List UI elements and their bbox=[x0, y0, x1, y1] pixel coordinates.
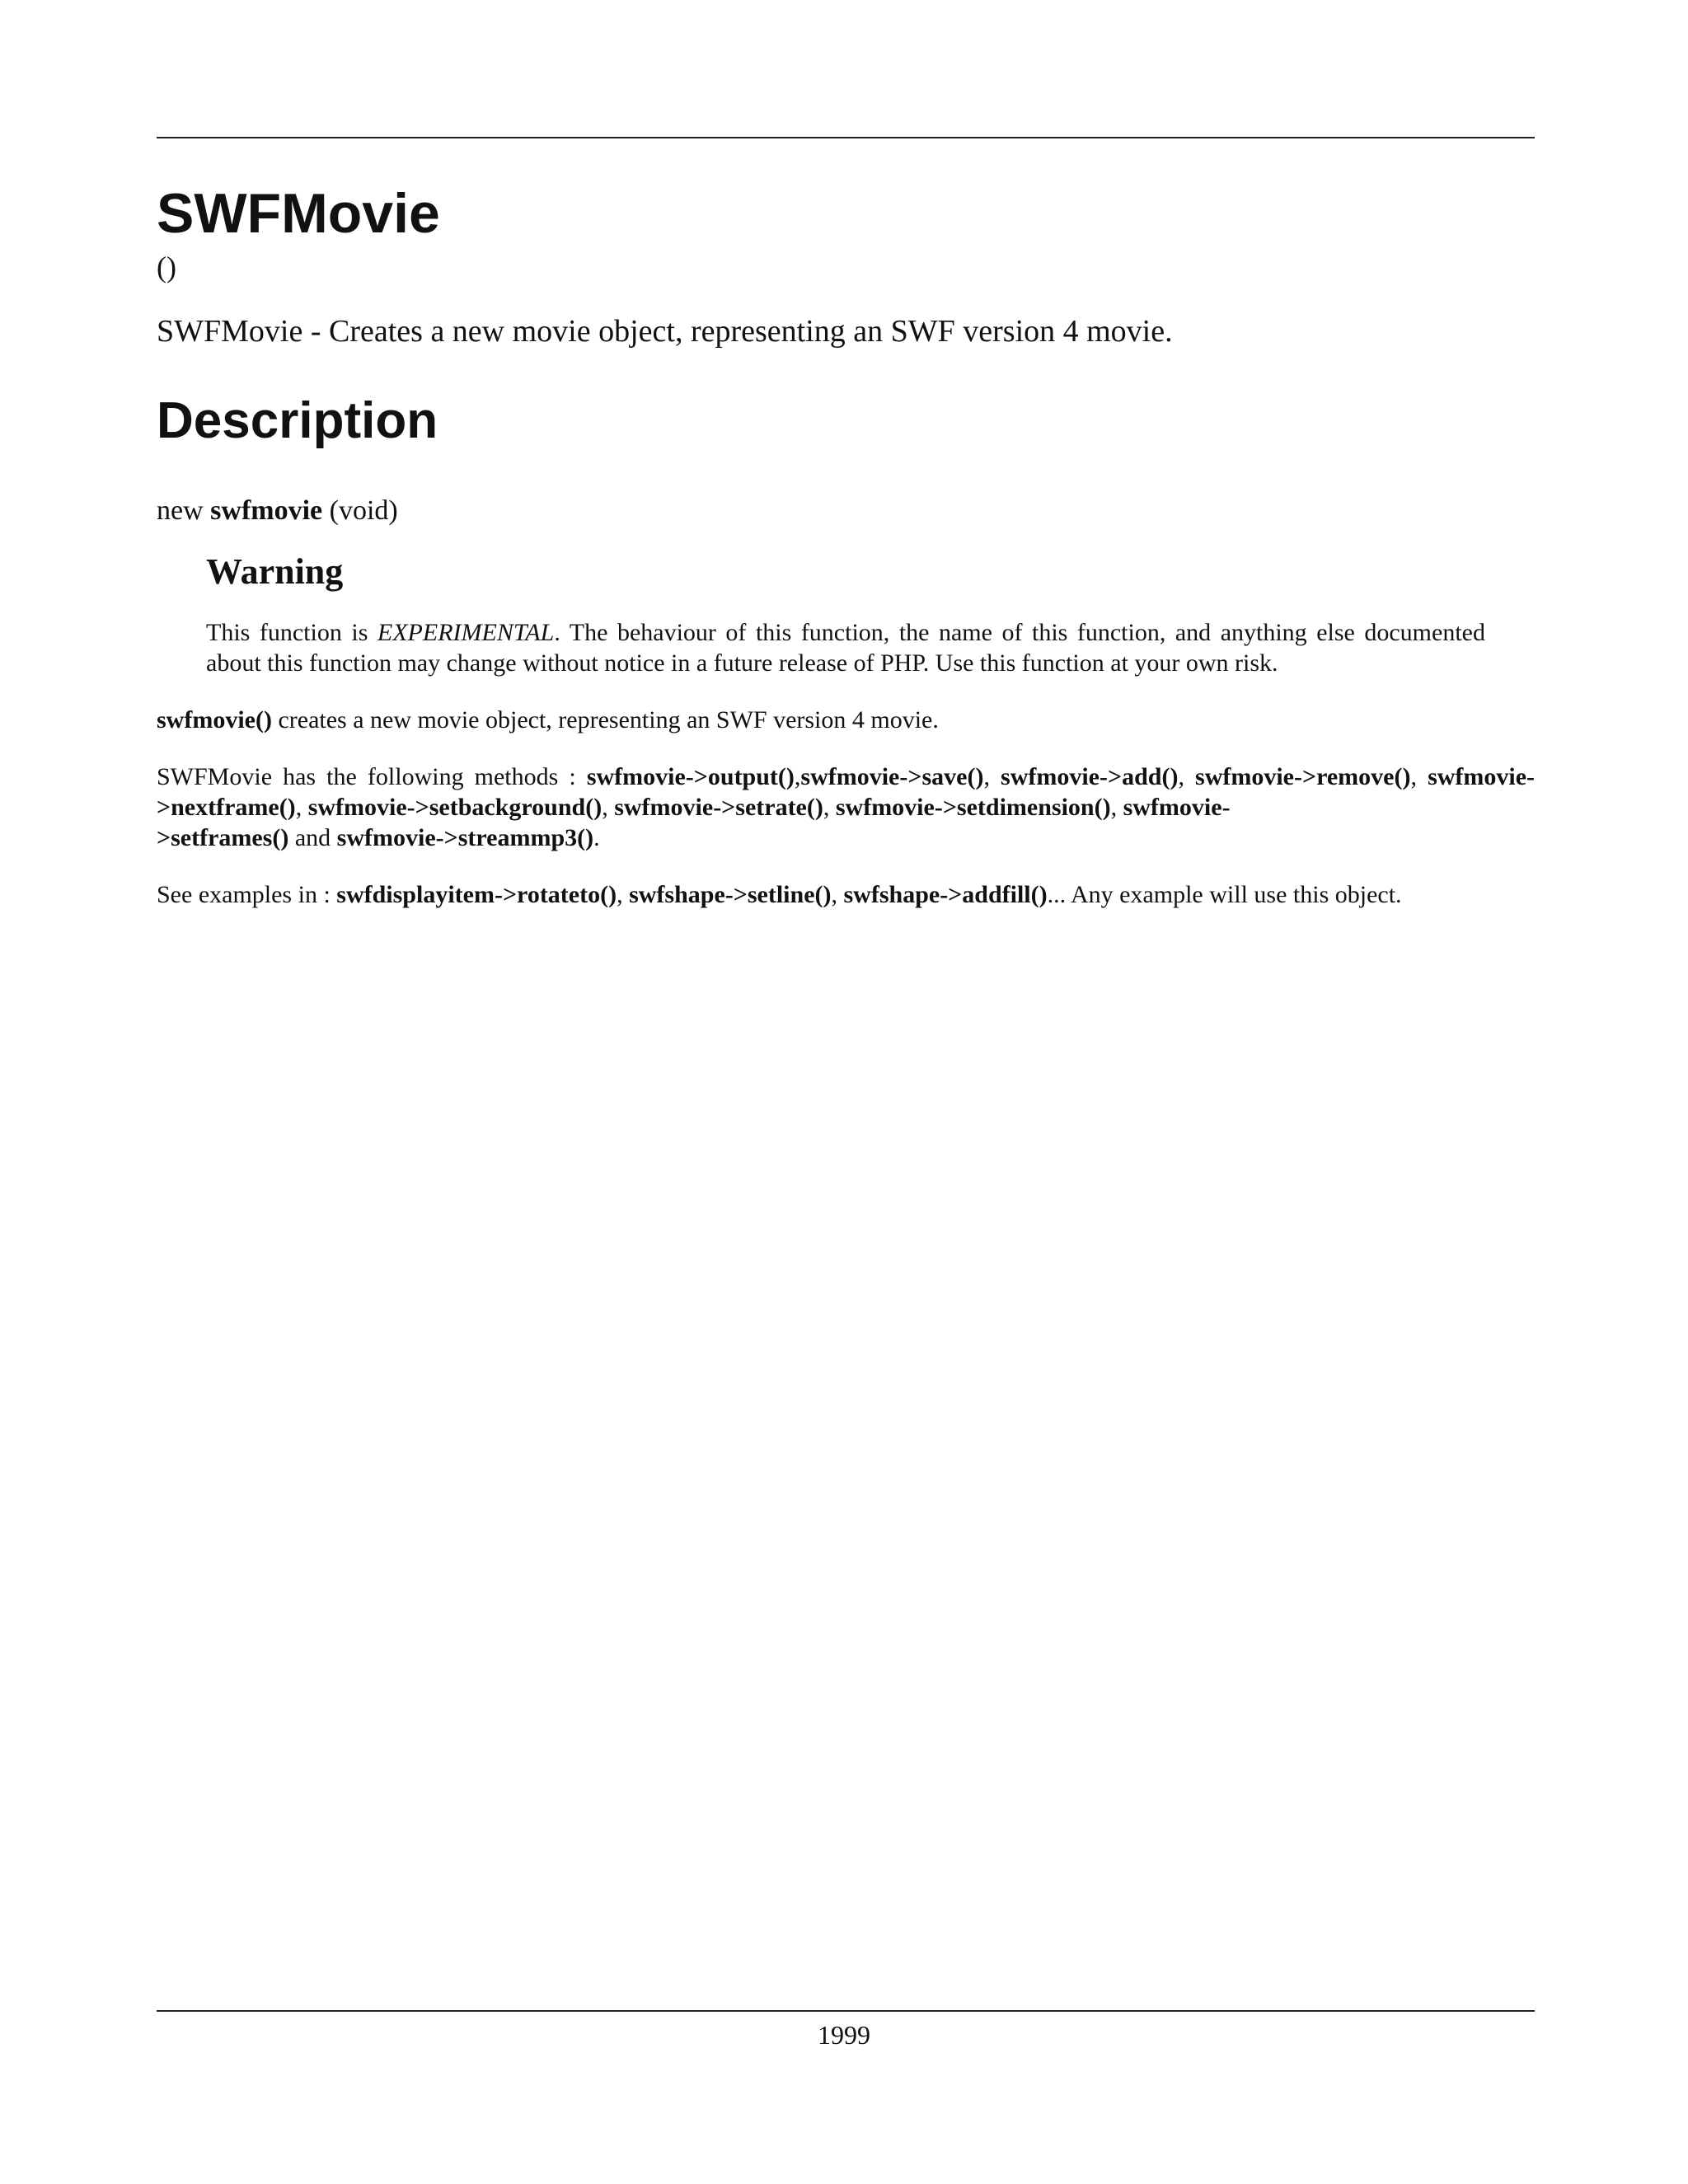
paragraph-examples bbox=[157, 879, 1535, 910]
method-link-add[interactable]: swfmovie->add() bbox=[1001, 762, 1179, 790]
method-link-setrate[interactable]: swfmovie->setrate() bbox=[614, 793, 823, 821]
method-link-setframes-part1: swfmovie- bbox=[1123, 793, 1231, 821]
method-link-save[interactable]: swfmovie->save() bbox=[800, 762, 984, 790]
paragraph-creates bbox=[157, 705, 1535, 735]
warning-text bbox=[206, 617, 1485, 678]
warning-box bbox=[206, 551, 1485, 678]
warning-text-before: This function is bbox=[206, 618, 377, 646]
sep: , bbox=[1410, 762, 1428, 790]
function-synopsis bbox=[157, 493, 1535, 529]
sep: , bbox=[823, 793, 836, 821]
sep: , bbox=[602, 793, 615, 821]
example-link-rotateto[interactable]: swfdisplayitem->rotateto() bbox=[336, 880, 617, 908]
sep: . bbox=[593, 823, 600, 851]
func-link-swfmovie[interactable]: swfmovie() bbox=[157, 705, 272, 733]
method-link-output[interactable]: swfmovie->output() bbox=[586, 762, 795, 790]
sep: , bbox=[1110, 793, 1123, 821]
examples-intro: See examples in : bbox=[157, 880, 337, 908]
example-link-setline[interactable]: swfshape->setline() bbox=[629, 880, 832, 908]
page-number: 1999 bbox=[818, 2020, 870, 2050]
warning-emphasis: EXPERIMENTAL bbox=[377, 618, 555, 646]
method-link-setdimension[interactable]: swfmovie->setdimension() bbox=[835, 793, 1111, 821]
warning-heading: Warning bbox=[206, 551, 344, 592]
method-link-remove[interactable]: swfmovie->remove() bbox=[1195, 762, 1411, 790]
sep: , bbox=[983, 762, 1001, 790]
examples-tail: ... Any example will use this object. bbox=[1047, 880, 1402, 908]
paragraph-methods bbox=[157, 762, 1535, 853]
methods-intro: SWFMovie has the following methods : bbox=[157, 762, 587, 790]
method-link-streammp3[interactable]: swfmovie->streammp3() bbox=[336, 823, 594, 851]
sep: , bbox=[794, 762, 801, 790]
method-link-setbackground[interactable]: swfmovie->setbackground() bbox=[307, 793, 603, 821]
synopsis-function: swfmovie bbox=[210, 494, 323, 526]
refpurpose: SWFMovie - Creates a new movie object, representing an SWF version 4 movie. bbox=[157, 313, 1173, 349]
title-parens: () bbox=[157, 250, 176, 284]
paragraph-creates-text: creates a new movie object, representing an SWF version 4 movie. bbox=[271, 705, 939, 733]
method-link-nextframe[interactable]: swfmovie->nextframe() bbox=[157, 762, 1536, 821]
method-link-setframes-part2: >setframes() bbox=[157, 823, 289, 851]
sep: , bbox=[1178, 762, 1196, 790]
footer-rule bbox=[157, 2010, 1535, 2012]
sep: and bbox=[288, 823, 337, 851]
page-title: SWFMovie bbox=[157, 182, 440, 245]
example-link-addfill[interactable]: swfshape->addfill() bbox=[843, 880, 1048, 908]
description-heading: Description bbox=[157, 392, 438, 450]
synopsis-args: (void) bbox=[322, 494, 398, 526]
sep: , bbox=[617, 880, 630, 908]
warning-text-after: . The behaviour of this function, the name of this function, and anything else documented about this function may change without notice in a future release of PHP. Use this function at your own risk. bbox=[206, 618, 1485, 677]
page-content bbox=[157, 183, 1535, 910]
header-rule bbox=[157, 137, 1535, 138]
sep: , bbox=[295, 793, 308, 821]
synopsis-prefix: new bbox=[157, 494, 211, 526]
sep: , bbox=[831, 880, 844, 908]
